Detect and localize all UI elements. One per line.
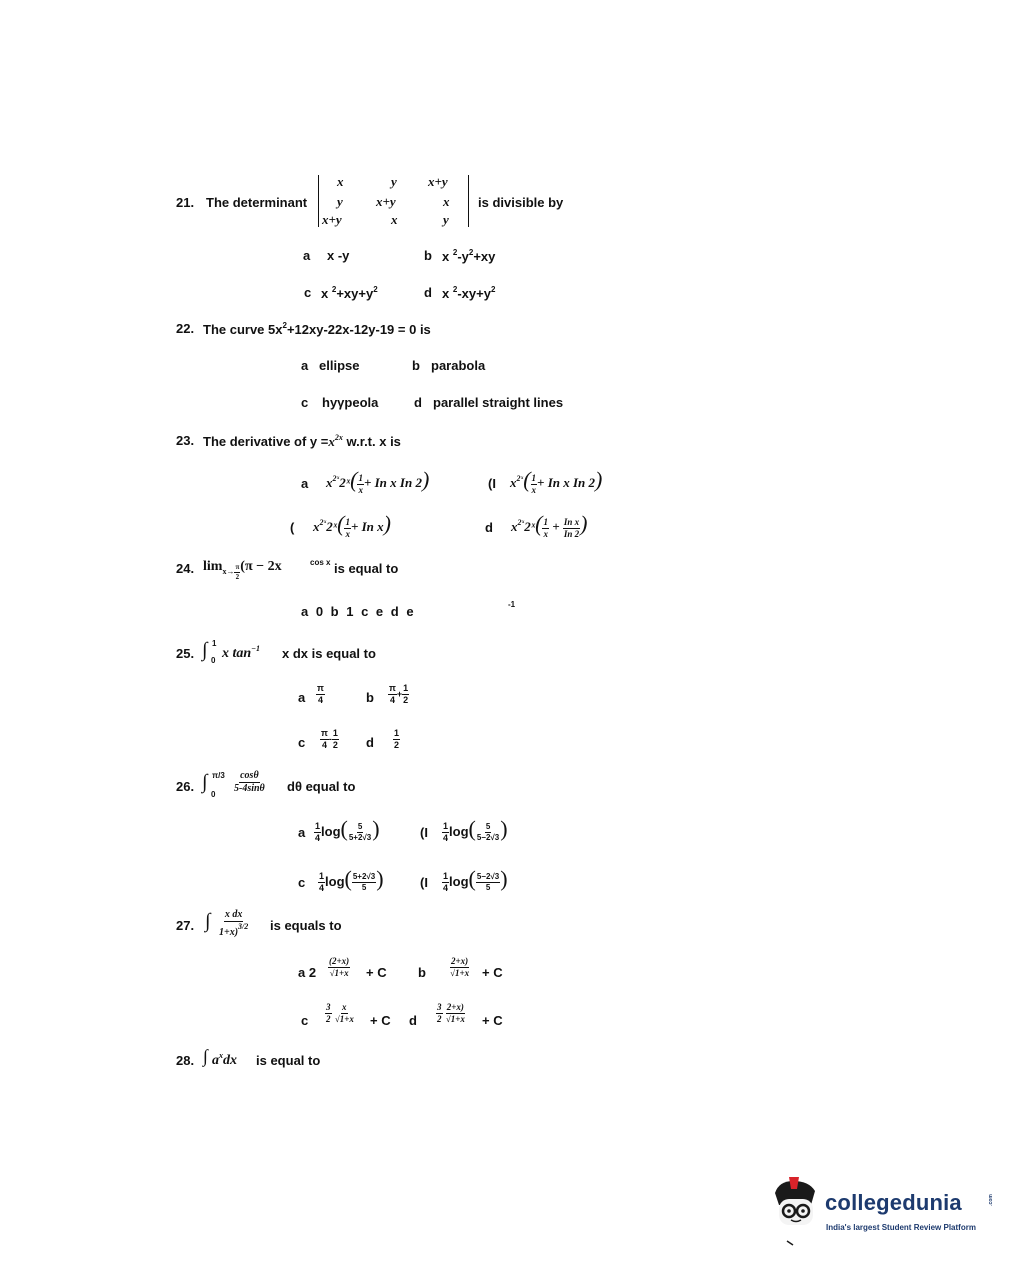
det-cell: x	[391, 212, 398, 227]
q22-number: 22.	[176, 321, 195, 336]
q21-option-d-label: d	[424, 285, 432, 300]
q21-tail: is divisible by	[478, 195, 564, 210]
det-cell: y	[391, 174, 397, 189]
q25-option-a-label: a	[298, 690, 306, 705]
integral-icon: ∫	[205, 910, 211, 932]
integral-icon: ∫	[202, 771, 208, 793]
det-cell: y	[443, 212, 449, 227]
q24-option-d-sup: -1	[508, 600, 516, 609]
q26-text: dθ equal to	[287, 779, 356, 794]
det-cell: x+y	[428, 174, 448, 189]
q23-option-a-label: a	[301, 476, 309, 491]
logo-suffix: .com	[987, 1194, 994, 1206]
q22-option-c-label: c	[301, 395, 309, 410]
q21-option-d: x $^2-xy+y^2$	[442, 285, 496, 301]
q25-option-b: $\frac{\pi}{4}$ + $\frac{1}{2}$	[389, 683, 409, 705]
q23-option-b-label: (I	[488, 476, 496, 491]
q23-number: 23.	[176, 433, 195, 448]
q26-option-c: $\frac{1}{4}$ log( $\frac{5+2√3}{5}$ )	[319, 866, 384, 894]
q21-option-c-label: c	[304, 285, 312, 300]
q27-integrand: $\frac{\text{x dx}}{1+x)^{3/2}}$	[219, 909, 249, 938]
q27-option-b-label: b	[418, 965, 426, 980]
q21-option-b-label: b	[424, 248, 432, 263]
q27-option-a: $\frac{(2+x)}{√1+x}$	[329, 956, 350, 978]
q27-option-a-tail: + C	[366, 965, 387, 980]
q22-option-a: ellipse	[319, 358, 360, 373]
q26-upper: π/3	[212, 771, 225, 780]
q22-option-b: parabola	[431, 358, 486, 373]
logo-wordmark: collegedunia	[825, 1190, 962, 1215]
q28-number: 28.	[176, 1053, 195, 1068]
q23-option-b: $x^{2ˣ}$( $\frac{1}{x}$ + In x In 2)	[510, 467, 603, 495]
q27-option-c: $\frac{3}{2}$ $\frac{x}{√1+x}$	[326, 1002, 354, 1024]
logo-tagline: India's largest Student Review Platform	[826, 1223, 976, 1232]
q27-number: 27.	[176, 918, 195, 933]
q24-lim: $\lim_{x\to \frac{\pi}{2}}$ (π − 2x	[203, 559, 282, 581]
q26-option-d: $\frac{1}{4}$ log( $\frac{5-2√3}{5}$ )	[443, 866, 508, 894]
q21-number: 21.	[176, 195, 195, 210]
q25-expr: x $\tan^{-1}$	[222, 644, 261, 661]
q23-option-c: $x^{2ˣ}2ˣ$( $\frac{1}{x}$ + In x)	[313, 511, 391, 539]
q27-option-c-label: c	[301, 1013, 309, 1028]
q26-option-b: $\frac{1}{4}$ log( $\frac{5}{5-2√3}$ )	[443, 816, 508, 844]
det-cell: x+y	[322, 212, 342, 227]
det-cell: y	[337, 194, 343, 209]
q27-text: is equals to	[270, 918, 342, 933]
q23-text: The derivative of $y =x^{2x}$ w.r.t. x is	[203, 433, 401, 449]
q25-lower: 0	[211, 656, 216, 665]
q22-option-d: parallel straight lines	[433, 395, 564, 410]
q26-option-a: $\frac{1}{4}$ log( $\frac{5}{5+2√3}$ )	[315, 816, 380, 844]
q22-option-a-label: a	[301, 358, 309, 373]
q25-option-c: $\frac{\pi}{4}$ - $\frac{1}{2}$	[321, 728, 338, 750]
q24-number: 24.	[176, 561, 195, 576]
q23-option-c-label: (	[290, 520, 295, 535]
q27-option-a-label: a 2	[298, 965, 317, 980]
det-cell: x	[337, 174, 344, 189]
q27-option-d-label: d	[409, 1013, 417, 1028]
q25-upper: 1	[212, 639, 217, 648]
q22-option-c: hyγpeola	[322, 395, 379, 410]
q26-option-c-label: c	[298, 875, 306, 890]
q25-option-b-label: b	[366, 690, 374, 705]
q25-option-a: $\frac{\pi}{4}$	[317, 683, 324, 705]
q25-text: x dx is equal to	[282, 646, 376, 661]
q22-option-d-label: d	[414, 395, 422, 410]
q25-option-d: $\frac{1}{2}$	[394, 728, 400, 750]
q25-option-d-label: d	[366, 735, 374, 750]
q21-option-b: x $^2-y^2+xy$	[442, 248, 496, 264]
collegedunia-logo[interactable]	[765, 1175, 1000, 1250]
q23-option-a: $x^{2ˣ}2ˣ$( $\frac{1}{x}$ + In x In 2)	[326, 467, 430, 495]
q26-integrand: $\frac{\cos\theta}{5-4\sin\theta}$	[234, 770, 265, 794]
q25-option-c-label: c	[298, 735, 306, 750]
q22-option-b-label: b	[412, 358, 420, 373]
integral-icon: ∫	[203, 1046, 208, 1066]
q24-exponent: cos x	[310, 558, 331, 567]
q27-option-d-tail: + C	[482, 1013, 503, 1028]
det-left-bar	[318, 175, 319, 227]
q26-option-d-label: (I	[420, 875, 428, 890]
q22-text: The curve $5x^2+12xy-22x-12y-19 = 0$ is	[203, 321, 431, 337]
q26-option-b-label: (I	[420, 825, 428, 840]
q21-option-a: x -y	[327, 248, 350, 263]
q24-options: a 0 b 1 c e d e	[301, 604, 414, 619]
det-right-bar	[468, 175, 469, 227]
q23-option-d: $x^{2ˣ}2ˣ$( $\frac{1}{x}$ + $\frac{\text{In x}}{In 2}$ )	[511, 511, 588, 539]
q23-option-d-label: d	[485, 520, 493, 535]
mascot-icon	[765, 1175, 825, 1247]
q27-option-b-tail: + C	[482, 965, 503, 980]
q27-option-c-tail: + C	[370, 1013, 391, 1028]
det-cell: x	[443, 194, 450, 209]
q26-number: 26.	[176, 779, 195, 794]
q28-expr: $a^xdx$	[212, 1051, 237, 1068]
q25-number: 25.	[176, 646, 195, 661]
q28-text: is equal to	[256, 1053, 321, 1068]
q26-option-a-label: a	[298, 825, 306, 840]
q21-option-a-label: a	[303, 248, 311, 263]
q26-lower: 0	[211, 790, 216, 799]
q21-option-c: x $^2+xy+y^2$	[321, 285, 378, 301]
integral-icon: ∫	[202, 639, 208, 661]
q27-option-b: $\frac{2+x)}{√1+x}$	[450, 956, 470, 978]
q21-lead: The determinant	[206, 195, 308, 210]
q27-option-d: $\frac{3}{2}$ $\frac{2+x)}{√1+x}$	[437, 1002, 465, 1024]
q24-text: is equal to	[334, 561, 399, 576]
det-cell: x+y	[376, 194, 396, 209]
